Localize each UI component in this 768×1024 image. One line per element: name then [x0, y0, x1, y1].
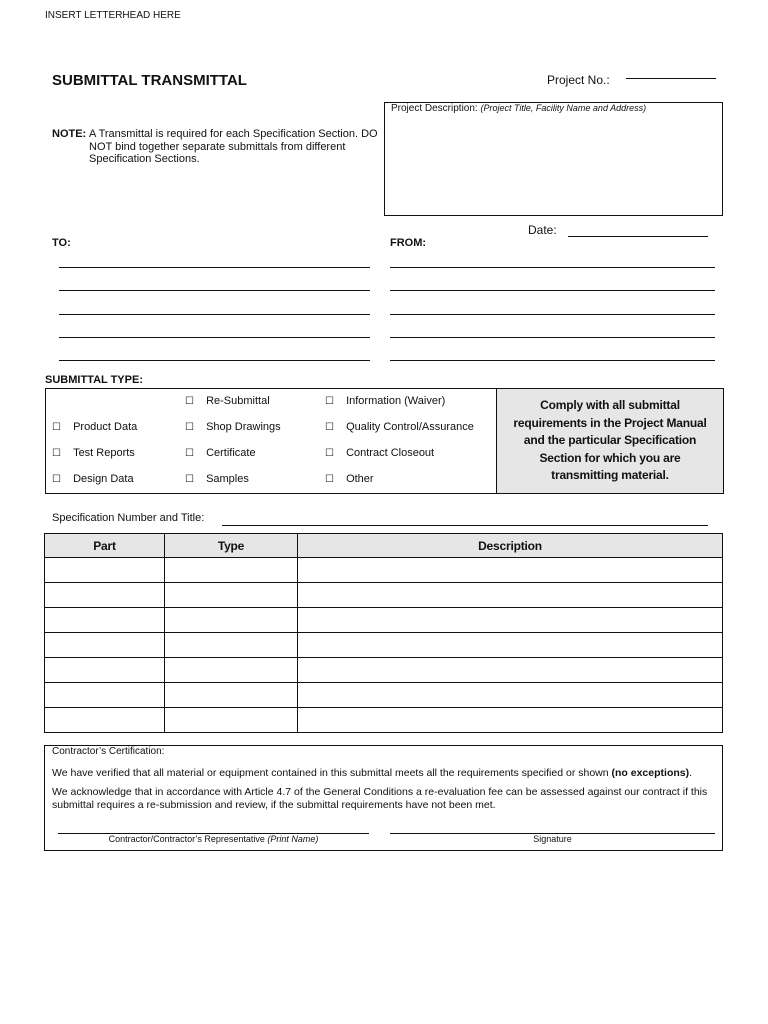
project-number-field[interactable] [626, 78, 716, 79]
certification-heading: Contractor’s Certification: [52, 746, 165, 757]
table-header-row [45, 534, 723, 558]
submittal-items-table [44, 533, 723, 733]
description-cell[interactable] [298, 658, 723, 683]
checkbox-icon[interactable]: ☐ [325, 396, 334, 407]
part-cell[interactable] [45, 658, 165, 683]
checkbox-label: Design Data [73, 473, 134, 485]
date-field[interactable] [568, 236, 708, 237]
checkbox-icon[interactable]: ☐ [325, 422, 334, 433]
column-header-description: Description [298, 534, 723, 558]
note-label: NOTE: [52, 128, 87, 140]
checkbox-icon[interactable]: ☐ [185, 422, 194, 433]
print-name-label: Contractor/Contractor’s Representative [108, 834, 268, 844]
checkbox-label: Certificate [206, 447, 256, 459]
checkbox-label: Re-Submittal [206, 395, 270, 407]
certification-p1-bold: (no exceptions) [611, 767, 690, 779]
description-cell[interactable] [298, 583, 723, 608]
table-row [45, 683, 723, 708]
checkbox-label: Other [346, 473, 374, 485]
checkbox-test-reports[interactable] [52, 447, 135, 459]
to-address-line[interactable] [59, 290, 370, 291]
comply-notice: Comply with all submittal requirements in the Project Manual and the particular Specification Section for which you are transmitting material. [496, 389, 723, 493]
checkbox-certificate[interactable] [185, 447, 256, 459]
note-text: A Transmittal is required for each Specification Section. DO NOT bind together separate submittals from different Specification Sections. [89, 128, 378, 165]
project-number-label: Project No.: [547, 73, 610, 87]
certification-paragraph-2: We acknowledge that in accordance with Article 4.7 of the General Conditions a re-evaluation fee can be assessed against our contract if this submittal requires a re-submission and review, if the submittal requirements have not been met. [52, 786, 708, 811]
print-name-hint: (Print Name) [267, 834, 319, 844]
type-cell[interactable] [165, 608, 298, 633]
page-title: SUBMITTAL TRANSMITTAL [52, 72, 247, 89]
checkbox-contract-closeout[interactable] [325, 447, 434, 459]
description-cell[interactable] [298, 558, 723, 583]
checkbox-label: Information (Waiver) [346, 395, 446, 407]
column-header-type: Type [165, 534, 298, 558]
checkbox-shop-drawings[interactable] [185, 421, 281, 433]
checkbox-icon[interactable]: ☐ [52, 422, 61, 433]
from-address-line[interactable] [390, 337, 715, 338]
checkbox-label: Samples [206, 473, 249, 485]
print-name-caption [58, 834, 369, 844]
from-address-line[interactable] [390, 290, 715, 291]
checkbox-label: Test Reports [73, 447, 135, 459]
table-body [45, 558, 723, 733]
table-row [45, 633, 723, 658]
checkbox-product-data[interactable] [52, 421, 137, 433]
type-cell[interactable] [165, 583, 298, 608]
part-cell[interactable] [45, 683, 165, 708]
checkbox-design-data[interactable] [52, 473, 134, 485]
checkbox-icon[interactable]: ☐ [325, 474, 334, 485]
checkbox-samples[interactable] [185, 473, 249, 485]
part-cell[interactable] [45, 583, 165, 608]
project-description-box[interactable] [384, 102, 723, 216]
checkbox-icon[interactable]: ☐ [185, 448, 194, 459]
specification-field[interactable] [222, 525, 708, 526]
table-row [45, 608, 723, 633]
to-address-line[interactable] [59, 337, 370, 338]
project-description-label: Project Description: [391, 103, 478, 114]
checkbox-label: Shop Drawings [206, 421, 281, 433]
submittal-type-box [45, 388, 724, 494]
to-label: TO: [52, 237, 71, 249]
submittal-type-label: SUBMITTAL TYPE: [45, 374, 143, 386]
from-address-line[interactable] [390, 267, 715, 268]
date-label: Date: [528, 223, 557, 237]
checkbox-quality-control[interactable] [325, 421, 474, 433]
from-address-line[interactable] [390, 314, 715, 315]
checkbox-information-waiver[interactable] [325, 395, 445, 407]
checkbox-icon[interactable]: ☐ [185, 474, 194, 485]
checkbox-icon[interactable]: ☐ [52, 474, 61, 485]
contractor-certification-box [44, 745, 723, 851]
column-header-part: Part [45, 534, 165, 558]
description-cell[interactable] [298, 683, 723, 708]
signature-caption: Signature [533, 834, 572, 844]
checkbox-label: Quality Control/Assurance [346, 421, 474, 433]
certification-p1-end: . [689, 767, 693, 779]
checkbox-label: Contract Closeout [346, 447, 435, 459]
checkbox-icon[interactable]: ☐ [185, 396, 194, 407]
checkbox-icon[interactable]: ☐ [325, 448, 334, 459]
type-cell[interactable] [165, 708, 298, 733]
type-cell[interactable] [165, 658, 298, 683]
description-cell[interactable] [298, 708, 723, 733]
to-address-line[interactable] [59, 360, 370, 361]
type-cell[interactable] [165, 558, 298, 583]
to-address-line[interactable] [59, 267, 370, 268]
part-cell[interactable] [45, 633, 165, 658]
specification-label: Specification Number and Title: [52, 512, 205, 524]
to-address-line[interactable] [59, 314, 370, 315]
checkbox-icon[interactable]: ☐ [52, 448, 61, 459]
table-row [45, 558, 723, 583]
checkbox-other[interactable] [325, 473, 374, 485]
description-cell[interactable] [298, 608, 723, 633]
letterhead-placeholder: INSERT LETTERHEAD HERE [45, 10, 181, 21]
project-description-header [391, 103, 646, 114]
type-cell[interactable] [165, 633, 298, 658]
checkbox-re-submittal[interactable] [185, 395, 270, 407]
certification-paragraph-1 [52, 767, 717, 779]
project-description-hint: (Project Title, Facility Name and Address) [480, 103, 647, 113]
part-cell[interactable] [45, 558, 165, 583]
table-row [45, 583, 723, 608]
certification-p1-text: We have verified that all material or equipment contained in this submittal meets all the requirements specified or shown [52, 767, 612, 779]
from-label: FROM: [390, 237, 427, 249]
part-cell[interactable] [45, 608, 165, 633]
checkbox-label: Product Data [73, 421, 138, 433]
table-row [45, 658, 723, 683]
type-cell[interactable] [165, 683, 298, 708]
description-cell[interactable] [298, 633, 723, 658]
part-cell[interactable] [45, 708, 165, 733]
from-address-line[interactable] [390, 360, 715, 361]
table-row [45, 708, 723, 733]
